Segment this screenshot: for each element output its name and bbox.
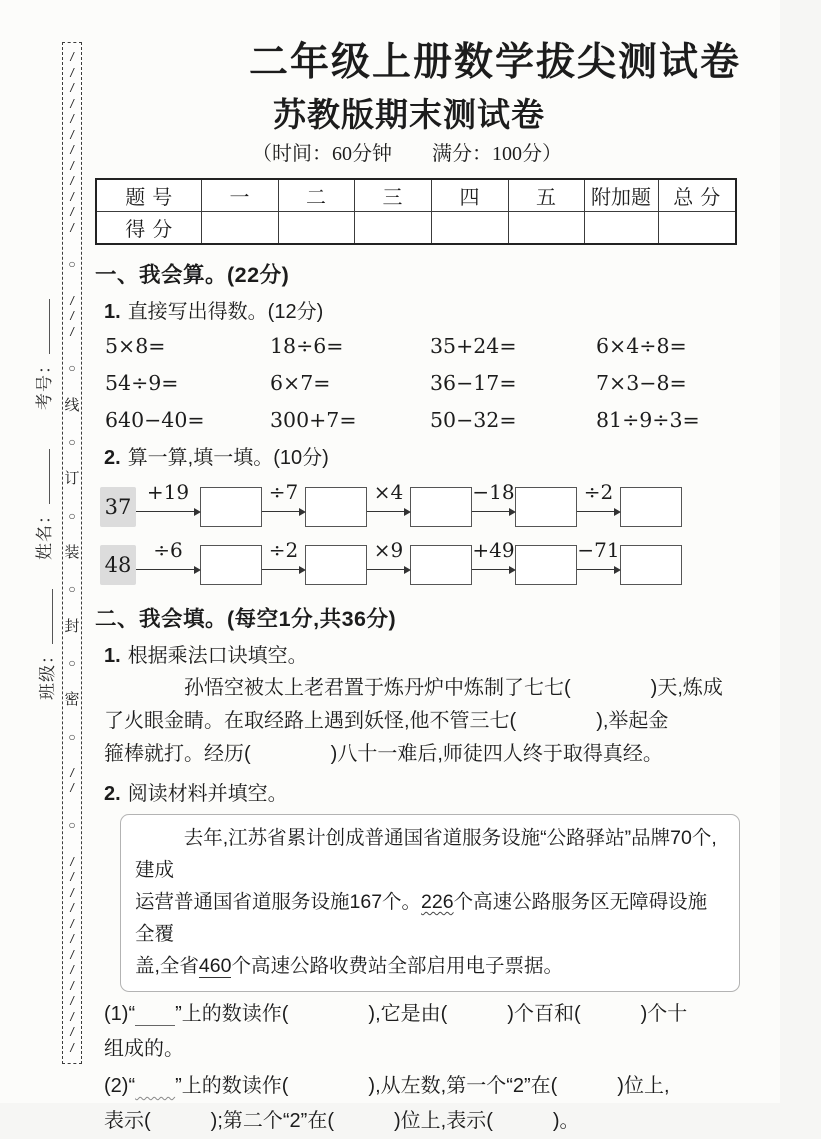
blank-line — [45, 299, 50, 354]
binding-seal-character: 线 — [64, 396, 80, 414]
arrow-line-icon — [367, 511, 409, 512]
flow-arrow — [262, 480, 305, 527]
operation-label: ×9 — [373, 538, 404, 562]
binding-circle-icon: ○ — [68, 508, 76, 523]
arrow-line-icon — [262, 511, 304, 512]
text-segment: 个高速公路服务区无障碍设施全覆 — [135, 891, 708, 945]
reading-material-box — [120, 814, 740, 992]
math-problem: 50−32= — [430, 408, 517, 432]
math-problem: 54÷9= — [105, 371, 179, 395]
score-table — [95, 178, 737, 245]
math-problem: 81÷9÷3= — [596, 408, 700, 432]
answer-box — [410, 545, 472, 585]
binding-circle-icon: ○ — [68, 361, 76, 376]
answer-box — [515, 545, 577, 585]
text-line — [104, 997, 747, 1032]
math-problem: 7×3−8= — [596, 371, 687, 395]
text-line: 孙悟空被太上老君置于炼丹炉中炼制了七七( )天,炼成 — [184, 677, 723, 699]
item-title: 根据乘法口诀填空。 — [127, 645, 308, 667]
arrow-head-icon — [404, 566, 411, 574]
slash-icon: / — [70, 293, 74, 308]
math-problem: 300+7= — [270, 408, 357, 432]
paper-content — [95, 36, 747, 1139]
text-line — [104, 1104, 747, 1139]
paper-subtitle: 苏教版期末测试卷 — [273, 98, 545, 134]
slash-marks — [70, 50, 73, 236]
score-table-score-row — [96, 212, 736, 245]
math-problem: 35+24= — [430, 334, 517, 358]
text-line — [135, 822, 725, 886]
slash-icon: / — [70, 978, 74, 993]
text-line — [135, 950, 725, 982]
operation-label: +49 — [472, 538, 515, 562]
slash-icon: / — [70, 994, 74, 1008]
score-cell-empty — [431, 212, 508, 245]
blank-line — [45, 449, 50, 504]
chain-start-number: 48 — [100, 545, 136, 585]
binding-seal-character: 密 — [64, 691, 80, 709]
slash-icon: / — [70, 65, 74, 80]
slash-icon: / — [70, 205, 74, 219]
underlined-text — [135, 1003, 175, 1026]
binding-circle-icon: ○ — [68, 257, 76, 272]
text-segment: ”上的数读作( ),从左数,第一个“2”在( )位上, — [175, 1075, 670, 1097]
text-line: 了火眼金睛。在取经路上遇到妖怪,他不管三七( ),举起金 — [104, 710, 669, 732]
item-number: 1. — [104, 301, 121, 323]
binding-circle-icon: ○ — [68, 435, 76, 450]
item-title: 算一算,填一填。(10分) — [127, 447, 329, 469]
section-1-sub-2-heading — [95, 441, 747, 470]
arrow-line-icon — [136, 569, 199, 570]
answer-box — [200, 487, 262, 527]
text-segment: 表示( );第二个“2”在( )位上,表示( )。 — [104, 1110, 580, 1132]
slash-icon: / — [70, 174, 74, 188]
time-score-info: （时间：60分钟 满分：100分） — [252, 143, 562, 165]
slash-icon: / — [70, 309, 74, 324]
arrow-head-icon — [509, 508, 516, 516]
item-number: 2. — [104, 783, 121, 805]
arrow-head-icon — [299, 508, 306, 516]
slash-icon: / — [70, 854, 74, 869]
class-label — [33, 589, 58, 700]
underlined-text: 460 — [198, 955, 232, 977]
score-table-header-cell: 三 — [354, 179, 431, 212]
math-problem: 18÷6= — [270, 334, 344, 358]
arrow-head-icon — [509, 566, 516, 574]
operation-label: −71 — [577, 538, 620, 562]
question-2 — [95, 1069, 747, 1139]
score-cell-empty — [658, 212, 736, 245]
binding-circle-icon: ○ — [68, 818, 76, 833]
score-cell-empty — [508, 212, 584, 245]
binding-seal-character: 订 — [64, 470, 80, 488]
operation-label: +19 — [146, 480, 190, 504]
arrow-line-icon — [577, 511, 619, 512]
answer-box — [620, 487, 682, 527]
multiplication-rhyme-paragraph — [95, 672, 747, 771]
answer-box — [200, 545, 262, 585]
math-problem: 36−17= — [430, 371, 517, 395]
binding-seal-character: 封 — [64, 617, 80, 635]
score-cell-empty — [201, 212, 278, 245]
arrow-head-icon — [194, 508, 201, 516]
text-segment: 盖,全省 — [135, 955, 199, 977]
binding-circle-icon: ○ — [68, 582, 76, 597]
score-table-header-cell: 二 — [278, 179, 354, 212]
score-row-label: 得分 — [96, 212, 201, 245]
section-2-sub-2-heading — [95, 777, 747, 806]
text-segment: 运营普通国省道服务设施167个。 — [135, 891, 422, 913]
section-2-heading: 二、我会填。(每空1分,共36分) — [95, 607, 397, 631]
section-1-heading: 一、我会算。(22分) — [95, 263, 290, 287]
score-table-header-cell: 题号 — [96, 179, 201, 212]
slash-icon: / — [70, 963, 74, 977]
flow-arrow — [367, 538, 410, 585]
slash-icon: / — [70, 932, 74, 946]
text-segment: (1)“ — [104, 1003, 136, 1025]
calculation-chain-row — [100, 480, 747, 530]
arrow-head-icon — [299, 566, 306, 574]
answer-box — [305, 487, 367, 527]
arrow-head-icon — [614, 566, 621, 574]
student-name-text: 姓名： — [35, 506, 54, 560]
slash-marks — [70, 294, 73, 341]
slash-icon: / — [70, 143, 74, 157]
operation-label: ÷6 — [153, 538, 183, 562]
exam-number-text: 考号： — [35, 356, 54, 410]
binding-circle-icon: ○ — [68, 655, 76, 670]
slash-icon: / — [70, 220, 74, 235]
arrow-head-icon — [614, 508, 621, 516]
operation-label: ×4 — [373, 480, 404, 504]
slash-icon: / — [70, 50, 74, 64]
exam-number-label — [30, 299, 55, 410]
score-table-header-cell: 总分 — [658, 179, 736, 212]
slash-icon: / — [70, 765, 74, 780]
score-table-header-cell: 五 — [508, 179, 584, 212]
text-line: 箍棒就打。经历( )八十一难后,师徒四人终于取得真经。 — [104, 743, 663, 765]
flow-arrow — [577, 480, 620, 527]
flow-arrow — [136, 538, 200, 585]
calculation-chain-row — [100, 538, 747, 588]
arrow-head-icon — [404, 508, 411, 516]
slash-icon: / — [70, 324, 74, 339]
slash-icon: / — [70, 158, 74, 173]
blank-line — [48, 589, 53, 644]
text-segment: 个高速公路收费站全部启用电子票据。 — [231, 955, 563, 977]
slash-icon: / — [70, 947, 74, 962]
paper-title: 二年级上册数学拔尖测试卷 — [248, 41, 741, 84]
text-line — [135, 886, 725, 950]
binding-circle-icon: ○ — [68, 729, 76, 744]
slash-icon: / — [70, 189, 74, 204]
calculation-chains — [95, 480, 747, 588]
chain-start-number: 37 — [100, 487, 136, 527]
math-problem: 6×4÷8= — [596, 334, 687, 358]
score-table-header-cell: 四 — [431, 179, 508, 212]
score-cell-empty — [584, 212, 658, 245]
answer-box — [410, 487, 472, 527]
answer-box — [305, 545, 367, 585]
math-problem: 640−40= — [105, 408, 205, 432]
arrow-head-icon — [194, 566, 201, 574]
arrow-line-icon — [472, 569, 514, 570]
operation-label: ÷7 — [268, 480, 299, 504]
flow-arrow — [136, 480, 200, 527]
score-table-header-cell: 一 — [201, 179, 278, 212]
arrow-line-icon — [136, 511, 199, 512]
score-cell-empty — [278, 212, 354, 245]
slash-icon: / — [70, 81, 74, 95]
answer-box — [620, 545, 682, 585]
math-problem: 6×7= — [270, 371, 331, 395]
text-segment: ”上的数读作( ),它是由( )个百和( )个十 — [175, 1003, 688, 1025]
slash-icon: / — [70, 870, 74, 884]
text-line — [104, 1069, 747, 1104]
slash-icon: / — [70, 885, 74, 900]
slash-icon: / — [70, 781, 74, 796]
answer-box — [515, 487, 577, 527]
oral-calculation-grid — [95, 334, 747, 432]
slash-icon: / — [70, 96, 74, 111]
operation-label: −18 — [472, 480, 515, 504]
flow-arrow — [367, 480, 410, 527]
operation-label: ÷2 — [268, 538, 299, 562]
question-1 — [95, 997, 747, 1067]
score-table-header-row — [96, 179, 736, 212]
flow-arrow — [262, 538, 305, 585]
slash-icon: / — [70, 112, 74, 126]
item-title: 直接写出得数。(12分) — [127, 301, 324, 323]
math-problem: 5×8= — [105, 334, 166, 358]
slash-icon: / — [70, 1040, 74, 1055]
flow-arrow — [577, 538, 620, 585]
operation-label: ÷2 — [583, 480, 614, 504]
item-number: 2. — [104, 447, 121, 469]
class-text: 班级： — [38, 646, 57, 700]
slash-marks — [70, 766, 73, 797]
arrow-line-icon — [367, 569, 409, 570]
flow-arrow — [472, 538, 515, 585]
score-cell-empty — [354, 212, 431, 245]
item-number: 1. — [104, 645, 121, 667]
slash-icon: / — [70, 1009, 74, 1024]
text-segment: 去年,江苏省累计创成普通国省道服务设施“公路驿站”品牌70个,建成 — [135, 827, 717, 881]
slash-icon: / — [70, 127, 74, 142]
text-line — [104, 1032, 747, 1067]
score-table-header-cell: 附加题 — [584, 179, 658, 212]
flow-arrow — [472, 480, 515, 527]
section-1-sub-1-heading — [95, 295, 747, 324]
arrow-line-icon — [577, 569, 619, 570]
binding-seal-character: 装 — [64, 544, 80, 561]
slash-icon: / — [70, 901, 74, 915]
slash-icon: / — [70, 1025, 74, 1039]
text-segment: 组成的。 — [104, 1038, 184, 1060]
student-name-label — [30, 449, 55, 560]
section-2-sub-1-heading — [95, 639, 747, 668]
slash-icon: / — [70, 916, 74, 931]
underlined-text: 226 — [421, 891, 454, 913]
underlined-text — [135, 1075, 175, 1097]
slash-marks — [70, 855, 73, 1057]
arrow-line-icon — [472, 511, 514, 512]
item-title: 阅读材料并填空。 — [127, 783, 288, 805]
binding-strip — [62, 42, 82, 1064]
arrow-line-icon — [262, 569, 304, 570]
text-segment: (2)“ — [104, 1075, 136, 1097]
